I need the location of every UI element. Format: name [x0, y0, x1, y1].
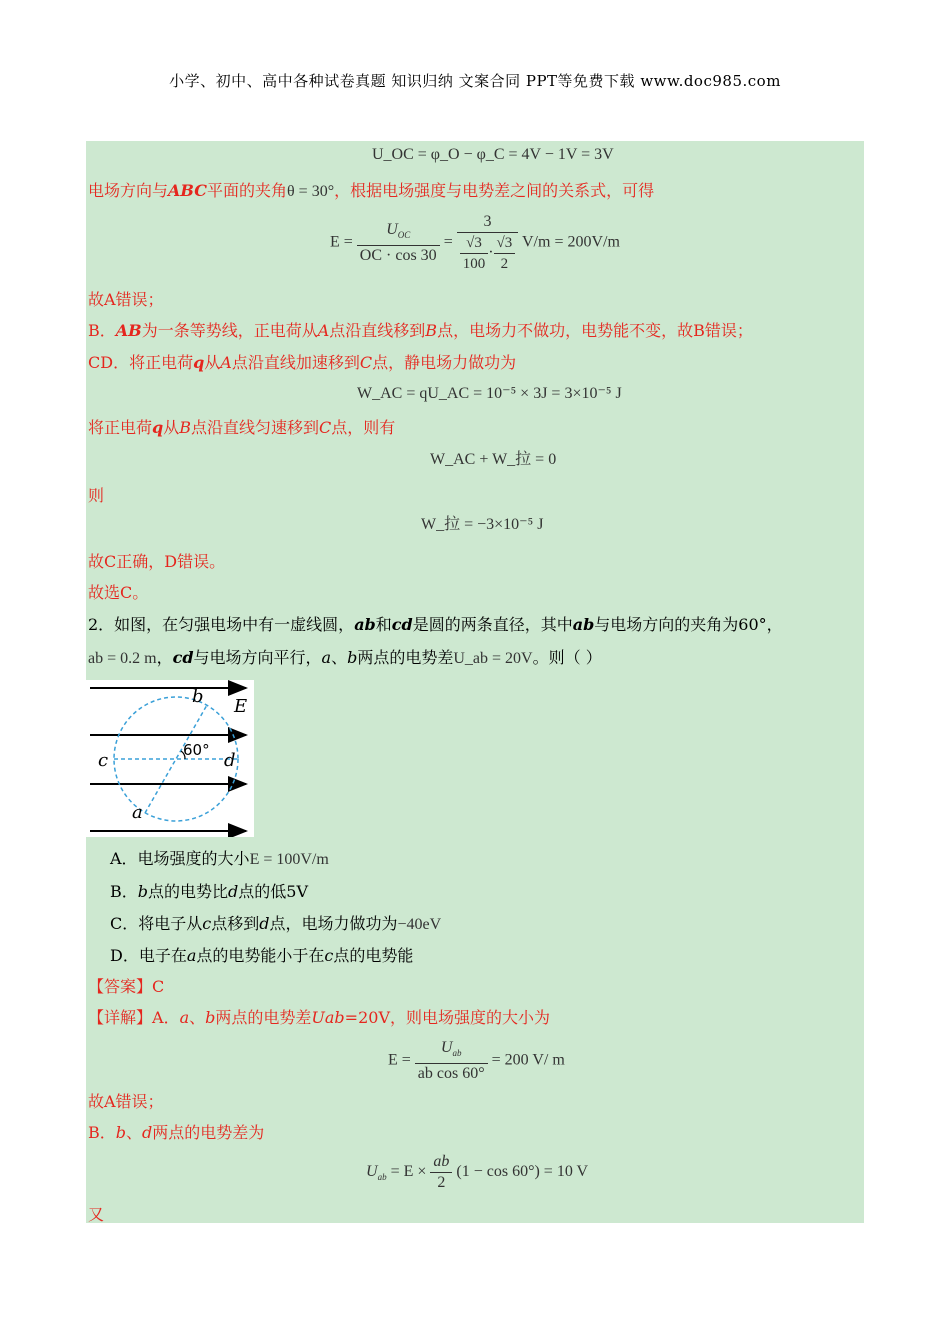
label-a: a	[179, 1008, 190, 1027]
label-c: c	[324, 946, 334, 965]
label-b: b	[205, 1008, 216, 1027]
label-d: d	[224, 750, 236, 771]
equation-uab-10	[366, 1152, 588, 1193]
text-segment: A．电场强度的大小	[110, 849, 250, 868]
text-segment: 点沿直线加速移到	[231, 353, 360, 372]
label-d: d	[228, 882, 239, 901]
text-segment: 点，则有	[331, 418, 396, 437]
text-segment: 。则（ ）	[532, 648, 602, 667]
label-cd: cd	[172, 648, 194, 667]
angle-label: 60°	[183, 741, 210, 759]
text-segment: 点，电场力做功为	[269, 914, 398, 933]
text-segment: ，	[156, 648, 173, 667]
eq-sqrt3: √3	[494, 233, 516, 254]
eq-u: U	[366, 1163, 378, 1181]
text-segment: A．	[152, 1008, 180, 1027]
eq-den: ab cos 60°	[417, 1065, 485, 1082]
text-line: 故A错误；	[88, 290, 164, 309]
text-segment: 点，静电场力做功为	[372, 353, 517, 372]
label-a: a	[186, 946, 197, 965]
text-segment: 、	[331, 648, 348, 667]
detail-tag: 【详解】	[88, 1008, 153, 1027]
ab-value: ab = 0.2 m	[88, 650, 157, 667]
fraction-three	[457, 212, 519, 274]
eq-den: 2	[437, 1174, 446, 1191]
label-uab: Uab	[311, 1008, 345, 1027]
label-q: q	[152, 418, 164, 437]
text-segment: 点，电场力不做功，电势能不变，故B错误；	[437, 321, 753, 340]
text-segment: 将正电荷	[88, 418, 153, 437]
text-segment: 、	[189, 1008, 206, 1027]
option-b	[110, 882, 308, 902]
text-line: 又	[88, 1205, 105, 1224]
label-b: b	[192, 686, 204, 707]
text-line: 则	[88, 486, 105, 505]
question-2-line-1	[88, 615, 783, 635]
label-b: b	[137, 882, 149, 901]
label-a: a	[321, 648, 332, 667]
label-abc: ABC	[168, 181, 207, 200]
label-a: A	[220, 353, 232, 372]
text-segment: 平面的夹角	[206, 181, 287, 200]
label-b: B	[179, 418, 191, 437]
eq-u: U	[440, 1039, 453, 1056]
eq-sqrt3: √3	[460, 233, 489, 254]
eq-100: 100	[462, 256, 486, 272]
question-2-line-2	[88, 648, 602, 669]
label-d: d	[142, 1123, 153, 1142]
eq-sign: =	[443, 233, 453, 251]
text-segment: 点的电势能小于在	[196, 946, 325, 965]
text-line-move-b-c	[88, 418, 395, 438]
label-ab: ab	[572, 615, 595, 634]
label-q: q	[193, 353, 205, 372]
text-segment: 从	[163, 418, 180, 437]
text-segment: 、	[126, 1123, 143, 1142]
text-segment: B．	[88, 1123, 116, 1142]
text-segment: 2．如图，在匀强电场中有一虚线圆，	[88, 615, 355, 634]
theta-value: θ = 30°	[287, 183, 335, 200]
text-segment: 点的电势能	[333, 946, 414, 965]
eq-dot: ·	[488, 244, 494, 262]
eq-num: ab	[433, 1153, 450, 1170]
equation-e-200	[388, 1038, 565, 1084]
label-c: C	[319, 418, 332, 437]
eq-lhs: E =	[388, 1051, 411, 1069]
fraction-ab-2	[430, 1152, 452, 1193]
equation-uoc: U_OC = φ_O − φ_C = 4V − 1V = 3V	[372, 146, 614, 163]
eq-u: U	[386, 221, 398, 238]
text-segment: 是圆的两条直径，其中	[412, 615, 573, 634]
eq-num: 3	[457, 212, 519, 233]
text-segment: =20V，则电场强度的大小为	[344, 1008, 550, 1027]
label-a: a	[132, 802, 143, 823]
equation-e-field	[330, 212, 620, 274]
text-segment: 点移到	[211, 914, 260, 933]
label-ab: ab	[354, 615, 376, 634]
equation-w-pull: W_拉 = −3×10⁻⁵ J	[421, 516, 544, 533]
text-line-bd	[88, 1123, 264, 1143]
equation-sum: W_AC + W_拉 = 0	[430, 451, 557, 468]
answer-line: 【答案】C	[88, 977, 165, 996]
label-c: c	[98, 750, 109, 771]
label-b: b	[115, 1123, 127, 1142]
fraction-uoc	[357, 220, 440, 266]
eq-sub: ab	[452, 1048, 462, 1058]
text-segment: 点沿直线移到	[329, 321, 426, 340]
eq-rhs: = 200 V/ m	[491, 1051, 565, 1069]
text-segment: D．电子在	[110, 946, 187, 965]
eq-mid: = E ×	[390, 1163, 427, 1181]
eq-lhs: E =	[330, 233, 353, 251]
eq-2: 2	[500, 256, 509, 272]
option-a-value: E = 100V/m	[249, 851, 329, 868]
text-line: 故选C。	[88, 583, 149, 602]
text-segment: CD．将正电荷	[88, 353, 194, 372]
label-b: B	[425, 321, 438, 340]
diameter-ab	[145, 705, 207, 813]
text-segment: ，根据电场强度与电势差之间的关系式，可得	[334, 181, 655, 200]
text-segment: 为一条等势线，正电荷从	[141, 321, 318, 340]
text-line: 故C正确，D错误。	[88, 552, 226, 571]
detail-line	[88, 1008, 550, 1028]
option-d	[110, 946, 413, 966]
text-segment: C．将电子从	[110, 914, 203, 933]
eq-rhs: (1 − cos 60°) = 10 V	[456, 1163, 589, 1181]
option-c	[110, 914, 441, 935]
text-segment: 电场方向与	[88, 181, 169, 200]
text-segment: 两点的电势差为	[152, 1123, 265, 1142]
text-segment: B．	[110, 882, 138, 901]
uab-value: U_ab = 20V	[453, 650, 533, 667]
text-segment: 点沿直线匀速移到	[190, 418, 319, 437]
text-segment: 两点的电势差	[215, 1008, 312, 1027]
text-line-field-angle	[88, 181, 654, 202]
text-segment: B．	[88, 321, 116, 340]
page-header: 小学、初中、高中各种试卷真题 知识归纳 文案合同 PPT等免费下载 www.doc985.com	[169, 72, 781, 90]
option-c-value: −40eV	[397, 916, 442, 933]
text-segment: 和	[375, 615, 392, 634]
label-c: C	[359, 353, 373, 372]
text-line-option-cd	[88, 353, 516, 373]
label-ab: AB	[115, 321, 142, 340]
eq-sub: ab	[377, 1172, 387, 1183]
label-e: E	[234, 696, 248, 717]
option-a	[110, 849, 329, 870]
text-line-option-b	[88, 321, 753, 341]
eq-rhs: V/m = 200V/m	[522, 233, 620, 251]
text-segment: 从	[204, 353, 221, 372]
label-b: b	[347, 648, 358, 667]
text-segment: 两点的电势差	[357, 648, 454, 667]
label-d: d	[259, 914, 270, 933]
label-cd: cd	[391, 615, 413, 634]
text-segment: 与电场方向的夹角为60°，	[594, 615, 783, 634]
text-segment: 点的电势比	[148, 882, 229, 901]
label-a: A	[317, 321, 330, 340]
text-segment: 点的低5V	[238, 882, 309, 901]
eq-den: OC · cos 30	[359, 247, 437, 264]
text-line: 故A错误；	[88, 1092, 164, 1111]
eq-sub: OC	[397, 230, 411, 240]
equation-wac: W_AC = qU_AC = 10⁻⁵ × 3J = 3×10⁻⁵ J	[357, 385, 622, 402]
label-c: c	[202, 914, 212, 933]
fraction-uab	[415, 1038, 488, 1084]
electric-field-diagram	[86, 680, 254, 837]
text-segment: 与电场方向平行，	[193, 648, 322, 667]
